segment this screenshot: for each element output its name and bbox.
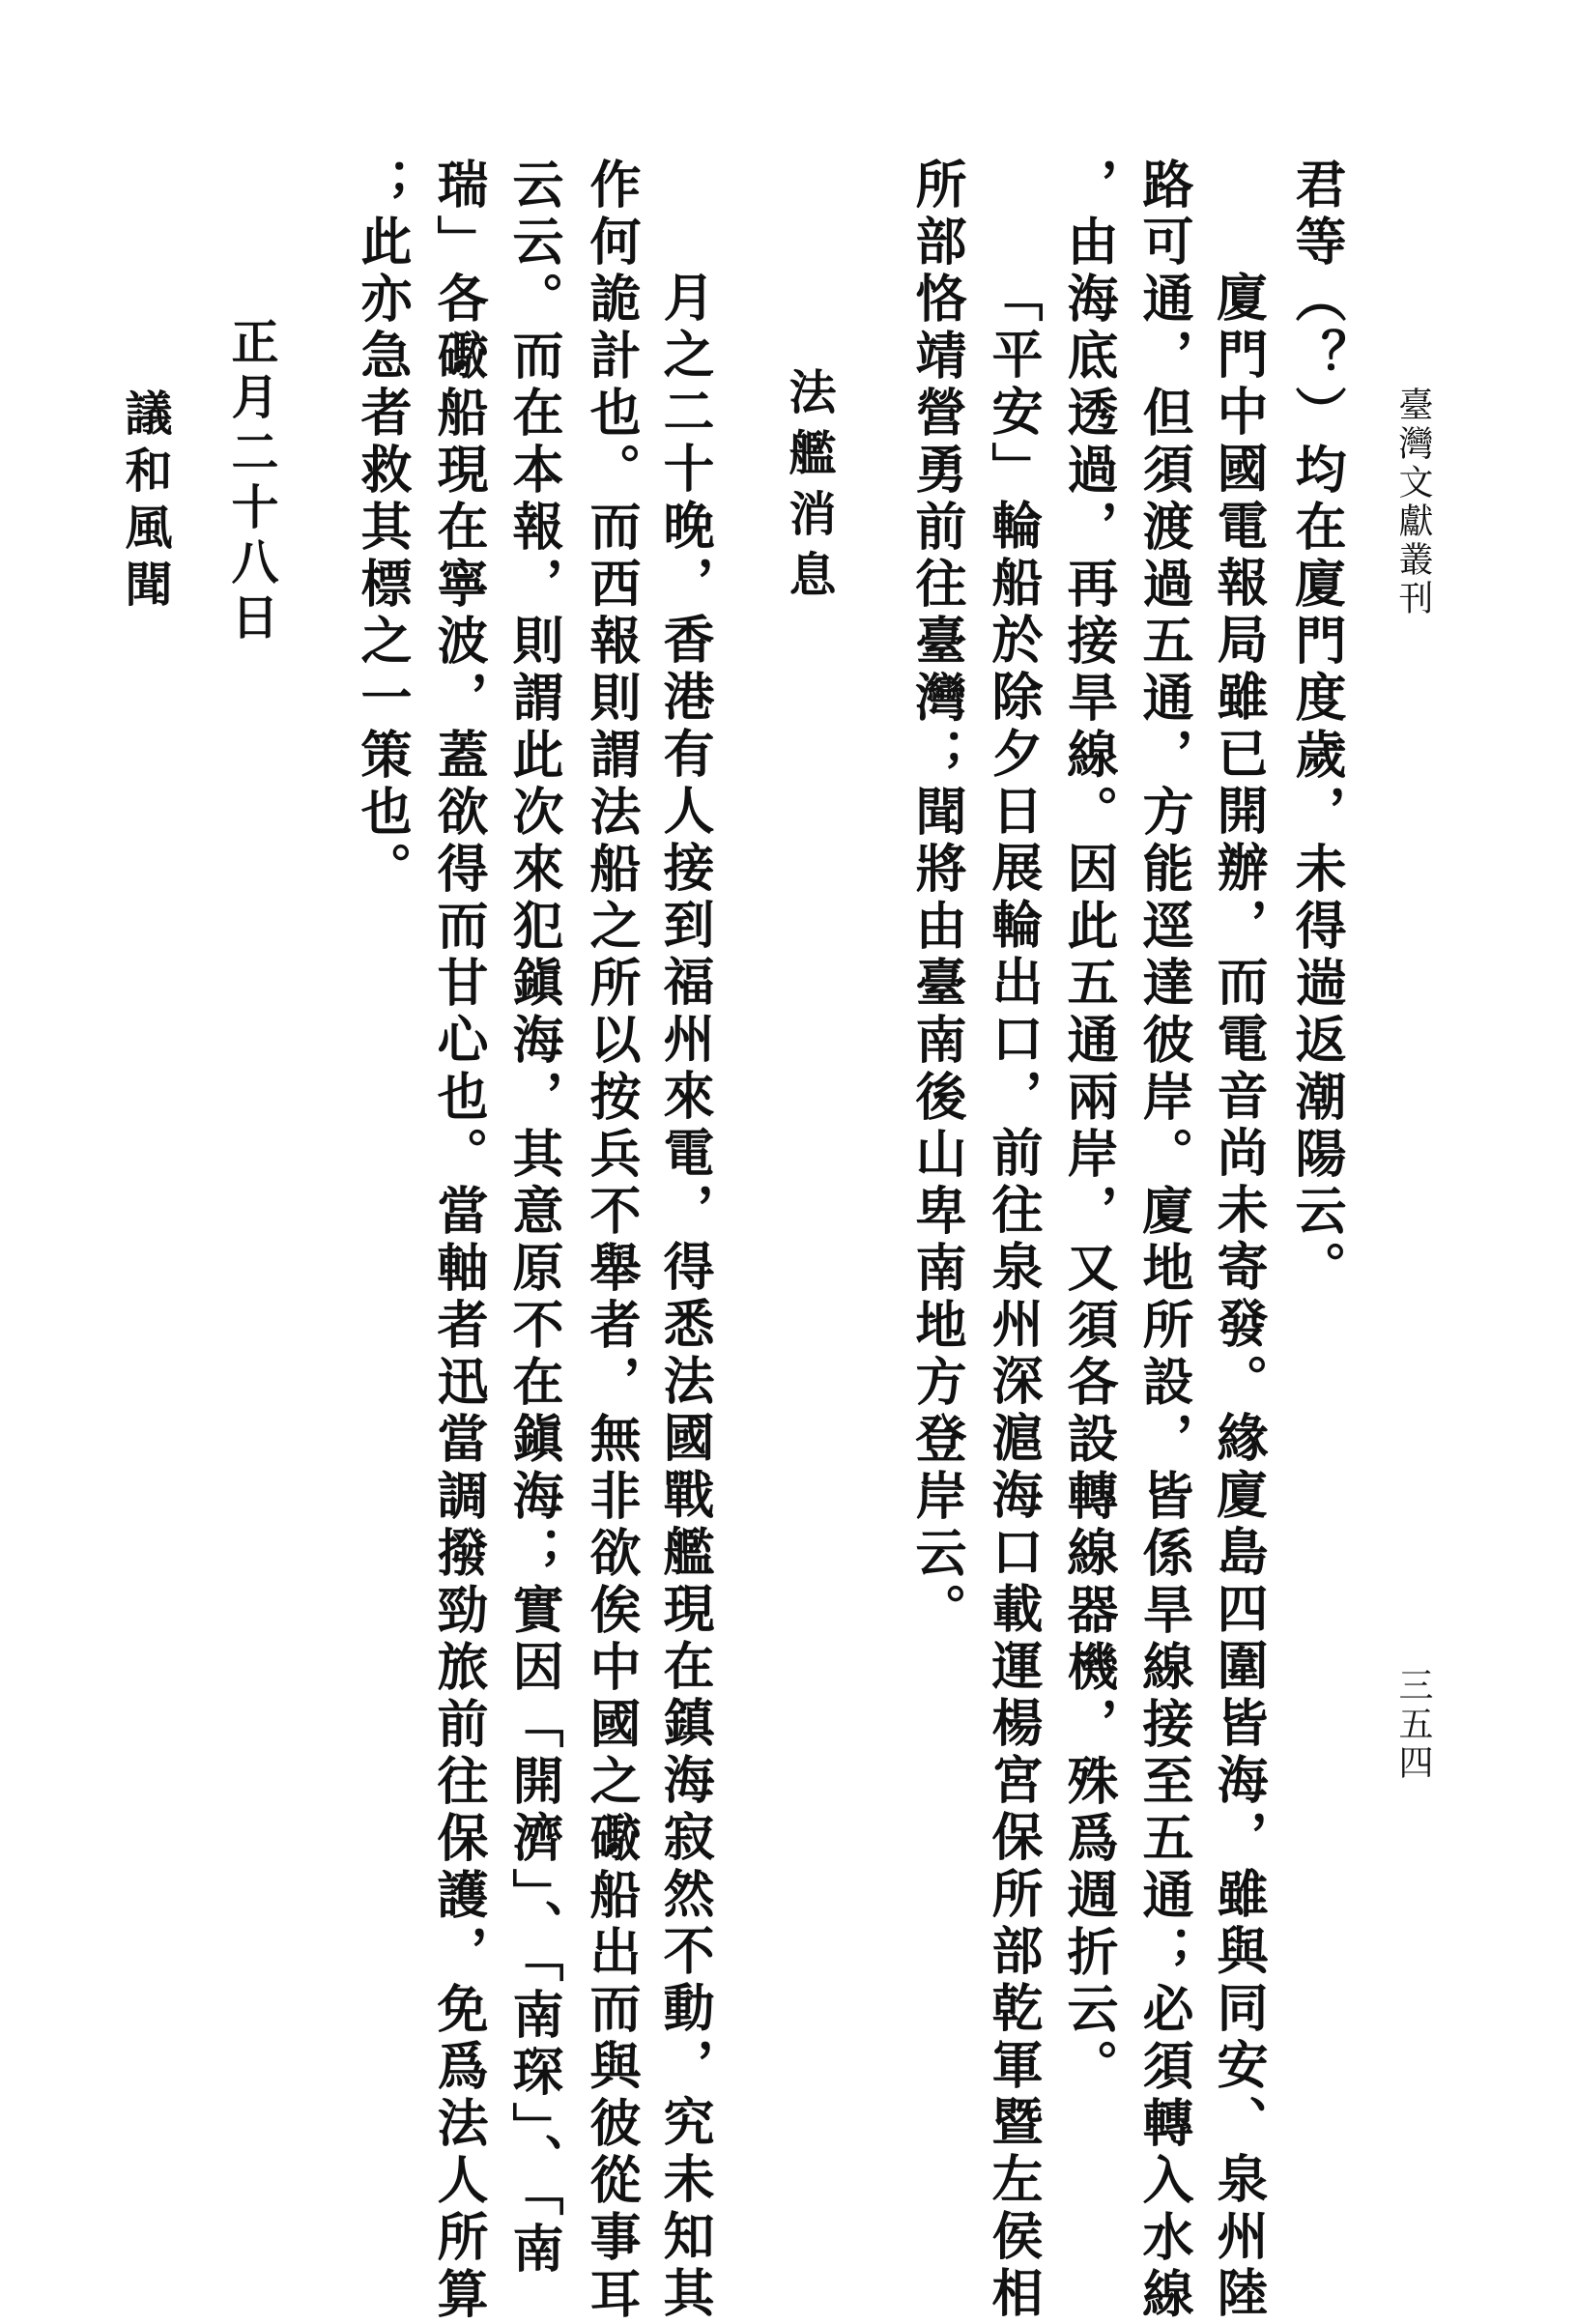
- text-column-8: 作何詭計也。而西報則謂法船之所以按兵不舉者，無非欲俟中國之礮船出而與彼從事耳: [582, 158, 642, 2324]
- section-heading: 法艦消息: [782, 367, 838, 611]
- text-column-11: ；此亦急者救其標之一策也。: [353, 158, 413, 899]
- next-section-heading: 議和風聞: [118, 388, 174, 617]
- text-column-5: 「平安」輪船於除夕日展輪出口，前往泉州深滬海口載運楊宮保所部乾軍暨左侯相: [984, 271, 1044, 2323]
- text-column-10: 瑞」各礮船現在寧波，蓋欲得而甘心也。當軸者迅當調撥勁旅前往保護，免爲法人所算: [429, 158, 489, 2324]
- text-column-6: 所部恪靖營勇前往臺灣；聞將由臺南後山卑南地方登岸云。: [907, 158, 967, 1640]
- page-number: 三五四: [1393, 1667, 1433, 1783]
- text-column-7: 月之二十晚，香港有人接到福州來電，得悉法國戰艦現在鎮海寂然不動，究未知其: [655, 271, 715, 2323]
- text-column-3: 路可通，但須渡過五通，方能逕達彼岸。廈地所設，皆係旱線接至五通；必須轉入水線: [1134, 158, 1194, 2324]
- text-column-1: 君等（？）均在廈門度歲，未得遄返潮陽云。: [1287, 158, 1347, 1298]
- text-column-2: 廈門中國電報局雖已開辦，而電音尚未寄發。緣廈島四圍皆海，雖與同安、泉州陸: [1209, 271, 1269, 2323]
- date-heading: 正月二十八日: [224, 317, 280, 647]
- text-column-9: 云云。而在本報，則謂此次來犯鎭海，其意原不在鎭海；實因「開濟」、「南琛」、「南: [504, 158, 564, 2279]
- book-title: 臺灣文獻叢刊: [1393, 387, 1433, 618]
- text-column-4: ，由海底透過，再接旱線。因此五通兩岸，又須各設轉線器機，殊爲週折云。: [1059, 158, 1119, 2096]
